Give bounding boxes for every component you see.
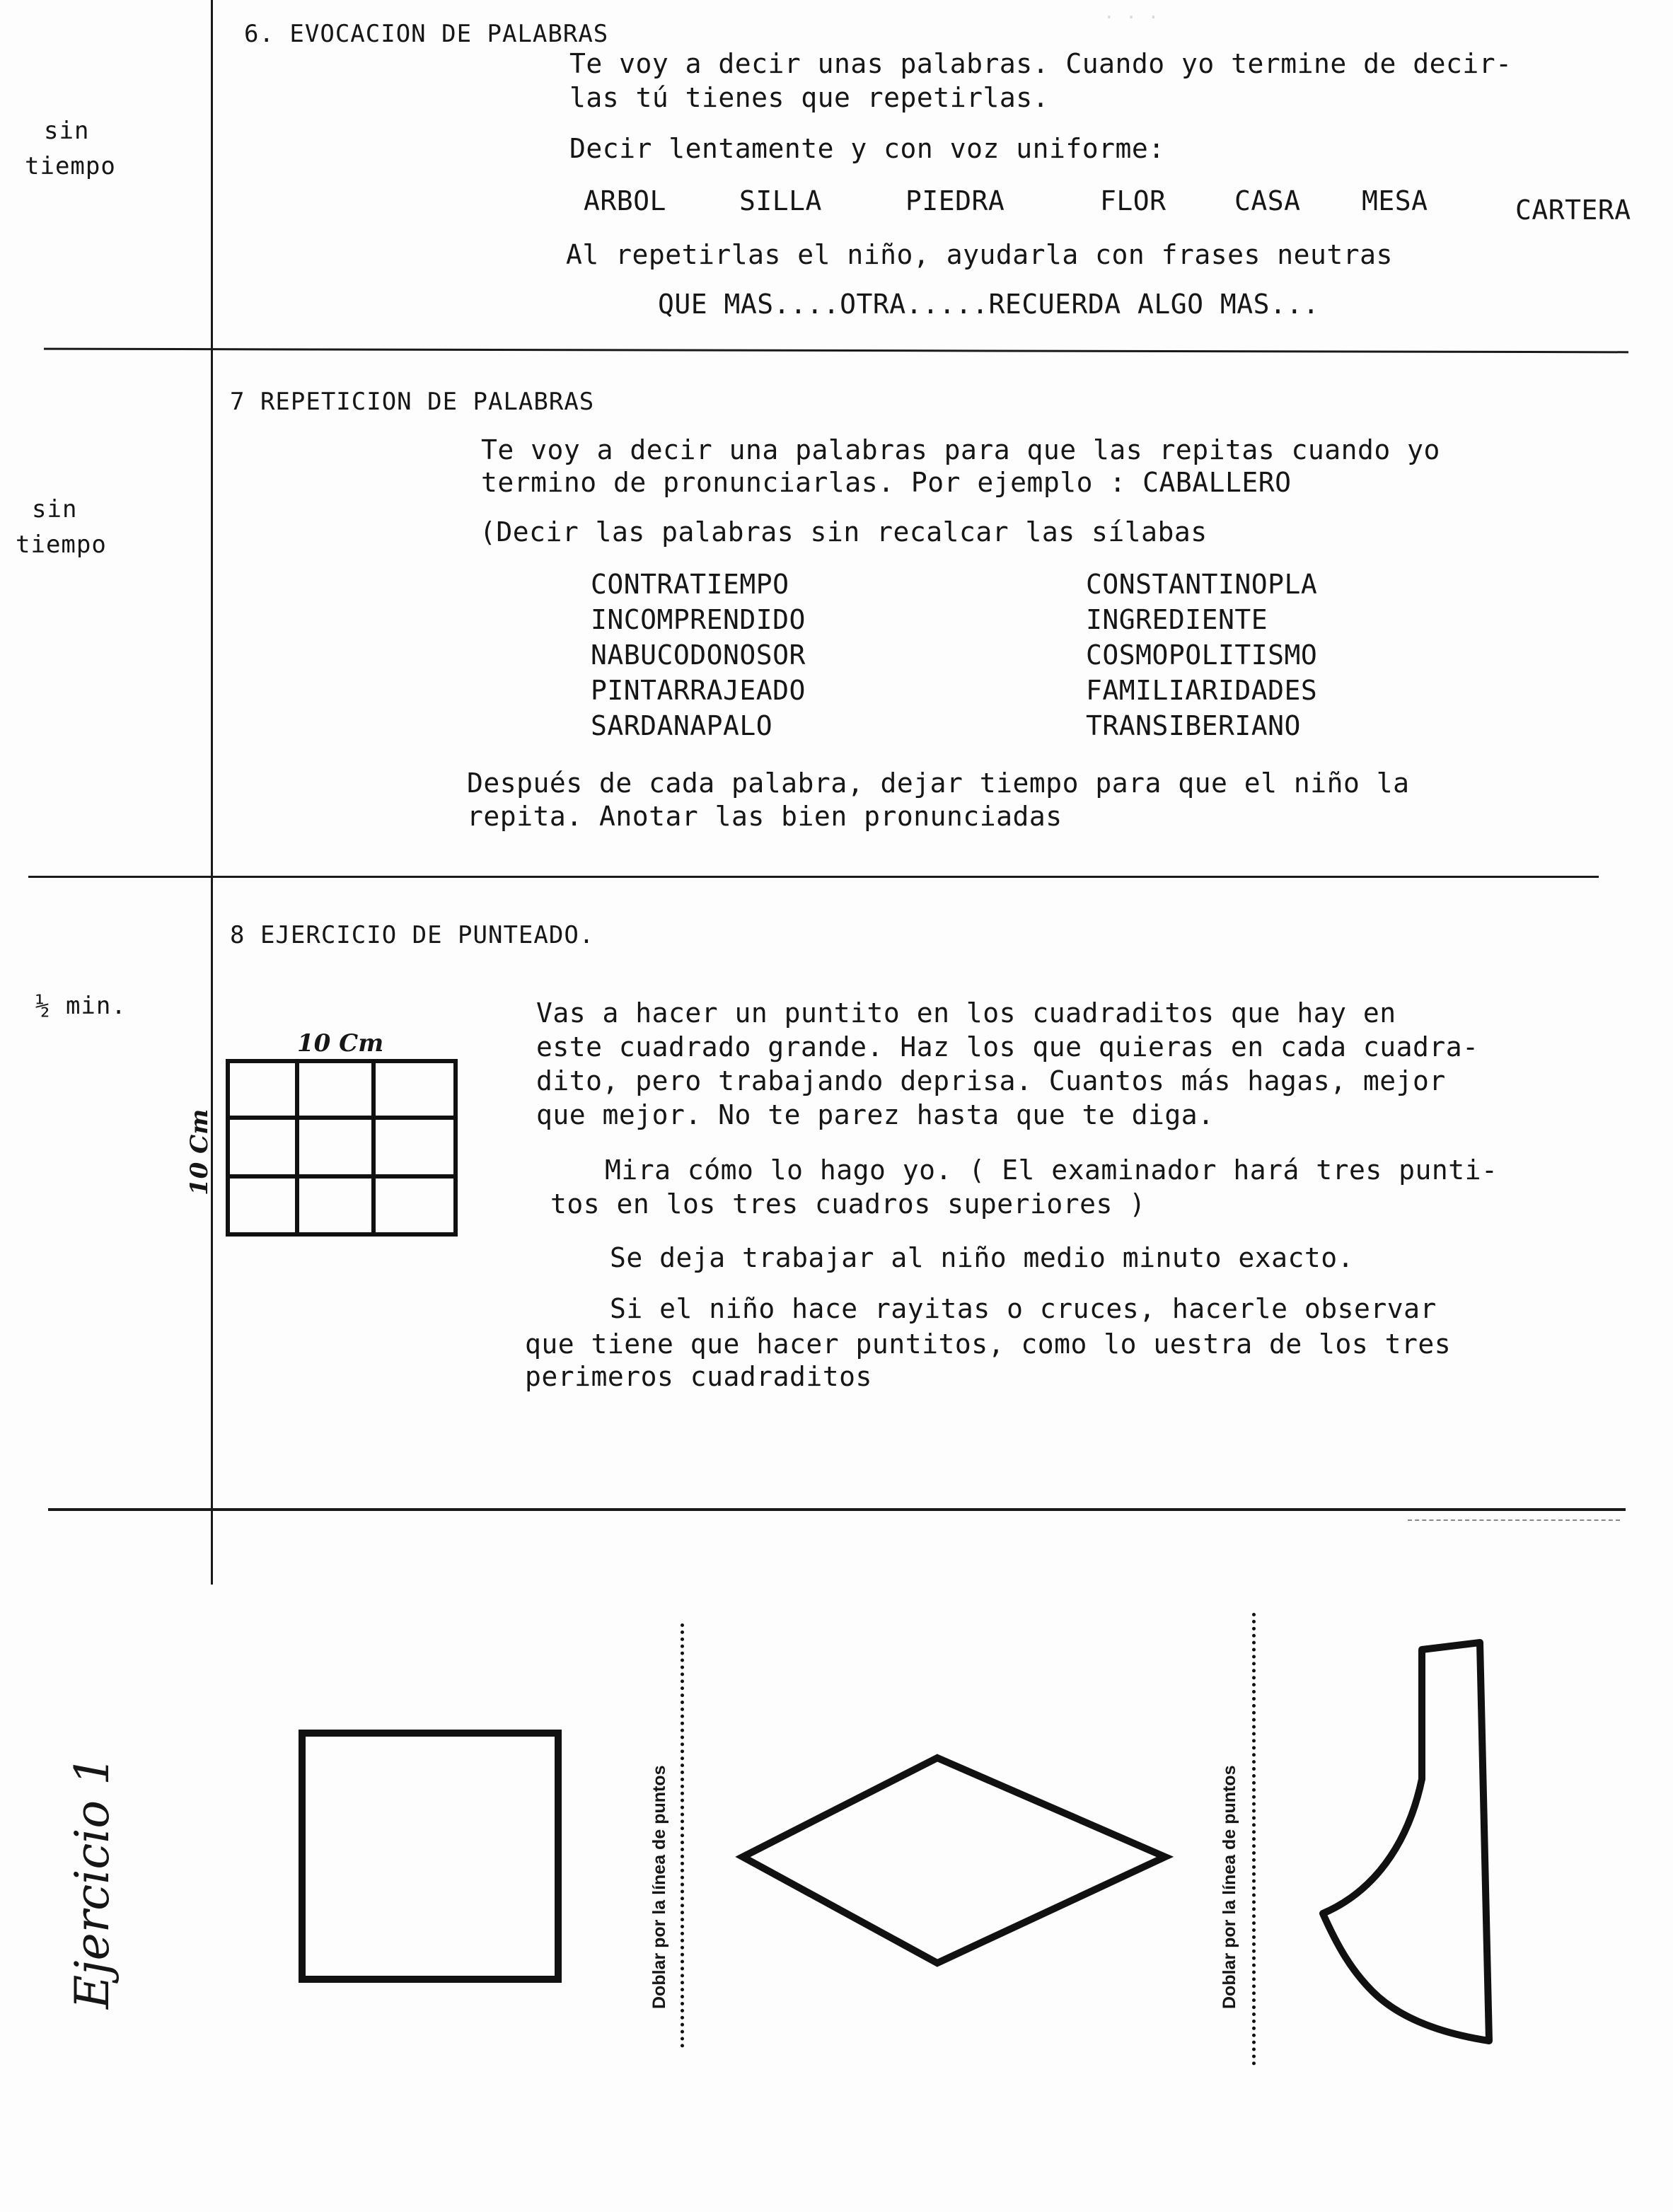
word-right-1: CONSTANTINOPLA (1086, 569, 1318, 600)
grid-outer-square (228, 1061, 456, 1234)
section-8-p4-line2: que tiene que hacer puntitos, como lo uestra de los tres (525, 1328, 1452, 1360)
word-right-3: COSMOPOLITISMO (1086, 639, 1318, 671)
section-6-title: 6. EVOCACION DE PALABRAS (244, 20, 609, 48)
word-right-5: TRANSIBERIANO (1086, 710, 1301, 741)
square-figure (294, 1726, 569, 1988)
section-6-help: Al repetirlas el niño, ayudarla con frases neutras (566, 239, 1393, 270)
section-7-time-line1: sin (32, 495, 78, 523)
section-8-p1-line1: Vas a hacer un puntito en los cuadraditos que hay en (536, 997, 1396, 1029)
word-right-4: FAMILIARIDADES (1086, 675, 1318, 706)
section-divider-1 (44, 348, 1628, 354)
word-2: SILLA (739, 185, 822, 216)
word-left-5: SARDANAPALO (591, 710, 773, 741)
word-7: CARTERA (1515, 195, 1631, 226)
section-8-p4-line3: perimeros cuadraditos (525, 1361, 872, 1392)
section-6-intro-line2: las tú tienes que repetirlas. (569, 82, 1049, 113)
section-8-p1-line3: dito, pero trabajando deprisa. Cuantos más hagas, mejor (536, 1065, 1446, 1096)
section-6-instruction: Decir lentamente y con voz uniforme: (569, 133, 1165, 164)
grid-label-side: 10 Cm (185, 1108, 214, 1195)
word-left-3: NABUCODONOSOR (591, 639, 806, 671)
dotting-grid (219, 1058, 460, 1241)
section-6-intro-line1: Te voy a decir unas palabras. Cuando yo termine de decir- (569, 48, 1512, 79)
word-4: FLOR (1100, 185, 1167, 216)
section-divider-2 (28, 876, 1599, 878)
section-7-after-line2: repita. Anotar las bien pronunciadas (467, 801, 1063, 832)
rhombus-figure (732, 1744, 1178, 1977)
section-6-time-line2: tiempo (25, 152, 116, 180)
exercise-label: Ejercicio 1 (65, 1755, 120, 2009)
section-7-instruction: (Decir las palabras sin recalcar las sílabas (480, 516, 1208, 548)
curved-figure (1287, 1634, 1500, 2058)
word-3: PIEDRA (905, 185, 1005, 216)
section-7-title: 7 REPETICION DE PALABRAS (230, 388, 595, 416)
margin-line (211, 0, 213, 1585)
section-6-prompts: QUE MAS....OTRA.....RECUERDA ALGO MAS... (658, 289, 1320, 320)
section-6-time-line1: sin (44, 117, 90, 145)
section-8-title: 8 EJERCICIO DE PUNTEADO. (230, 921, 595, 949)
section-7-after-line1: Después de cada palabra, dejar tiempo para que el niño la (467, 768, 1410, 799)
section-7-intro-line2: termino de pronunciarlas. Por ejemplo : CABALLERO (481, 467, 1292, 498)
section-8-p1-line2: este cuadrado grande. Haz los que quieras en cada cuadra- (536, 1031, 1479, 1062)
word-left-1: CONTRATIEMPO (591, 569, 789, 600)
section-8-time: ½ min. (35, 992, 127, 1020)
fold-dotted-line-2 (1252, 1613, 1256, 2066)
section-8-p2-line2: tos en los tres cuadros superiores ) (550, 1188, 1146, 1220)
word-left-2: INCOMPRENDIDO (591, 604, 806, 635)
faint-dashed-line (1408, 1519, 1620, 1521)
section-8-p2-line1: Mira cómo lo hago yo. ( El examinador hará tres punti- (605, 1154, 1498, 1186)
section-7-time-line2: tiempo (16, 531, 107, 559)
word-right-2: INGREDIENTE (1086, 604, 1268, 635)
section-7-intro-line1: Te voy a decir una palabras para que las repitas cuando yo (481, 434, 1440, 465)
grid-label-top: 10 Cm (297, 1029, 384, 1058)
section-8-p1-line4: que mejor. No te parez hasta que te diga. (536, 1099, 1215, 1130)
section-divider-3 (48, 1508, 1626, 1511)
fold-dotted-line-1 (681, 1623, 684, 2048)
fold-label-1: Doblar por la línea de puntos (649, 1765, 669, 2009)
word-left-4: PINTARRAJEADO (591, 675, 806, 706)
fold-label-2: Doblar por la línea de puntos (1220, 1765, 1239, 2009)
word-5: CASA (1234, 185, 1301, 216)
section-8-p3: Se deja trabajar al niño medio minuto exacto. (610, 1242, 1355, 1273)
bleed-through-text: · · · (1104, 7, 1159, 28)
section-8-p4-line1: Si el niño hace rayitas o cruces, hacerle observar (610, 1293, 1437, 1324)
word-6: MESA (1362, 185, 1428, 216)
word-1: ARBOL (584, 185, 666, 216)
